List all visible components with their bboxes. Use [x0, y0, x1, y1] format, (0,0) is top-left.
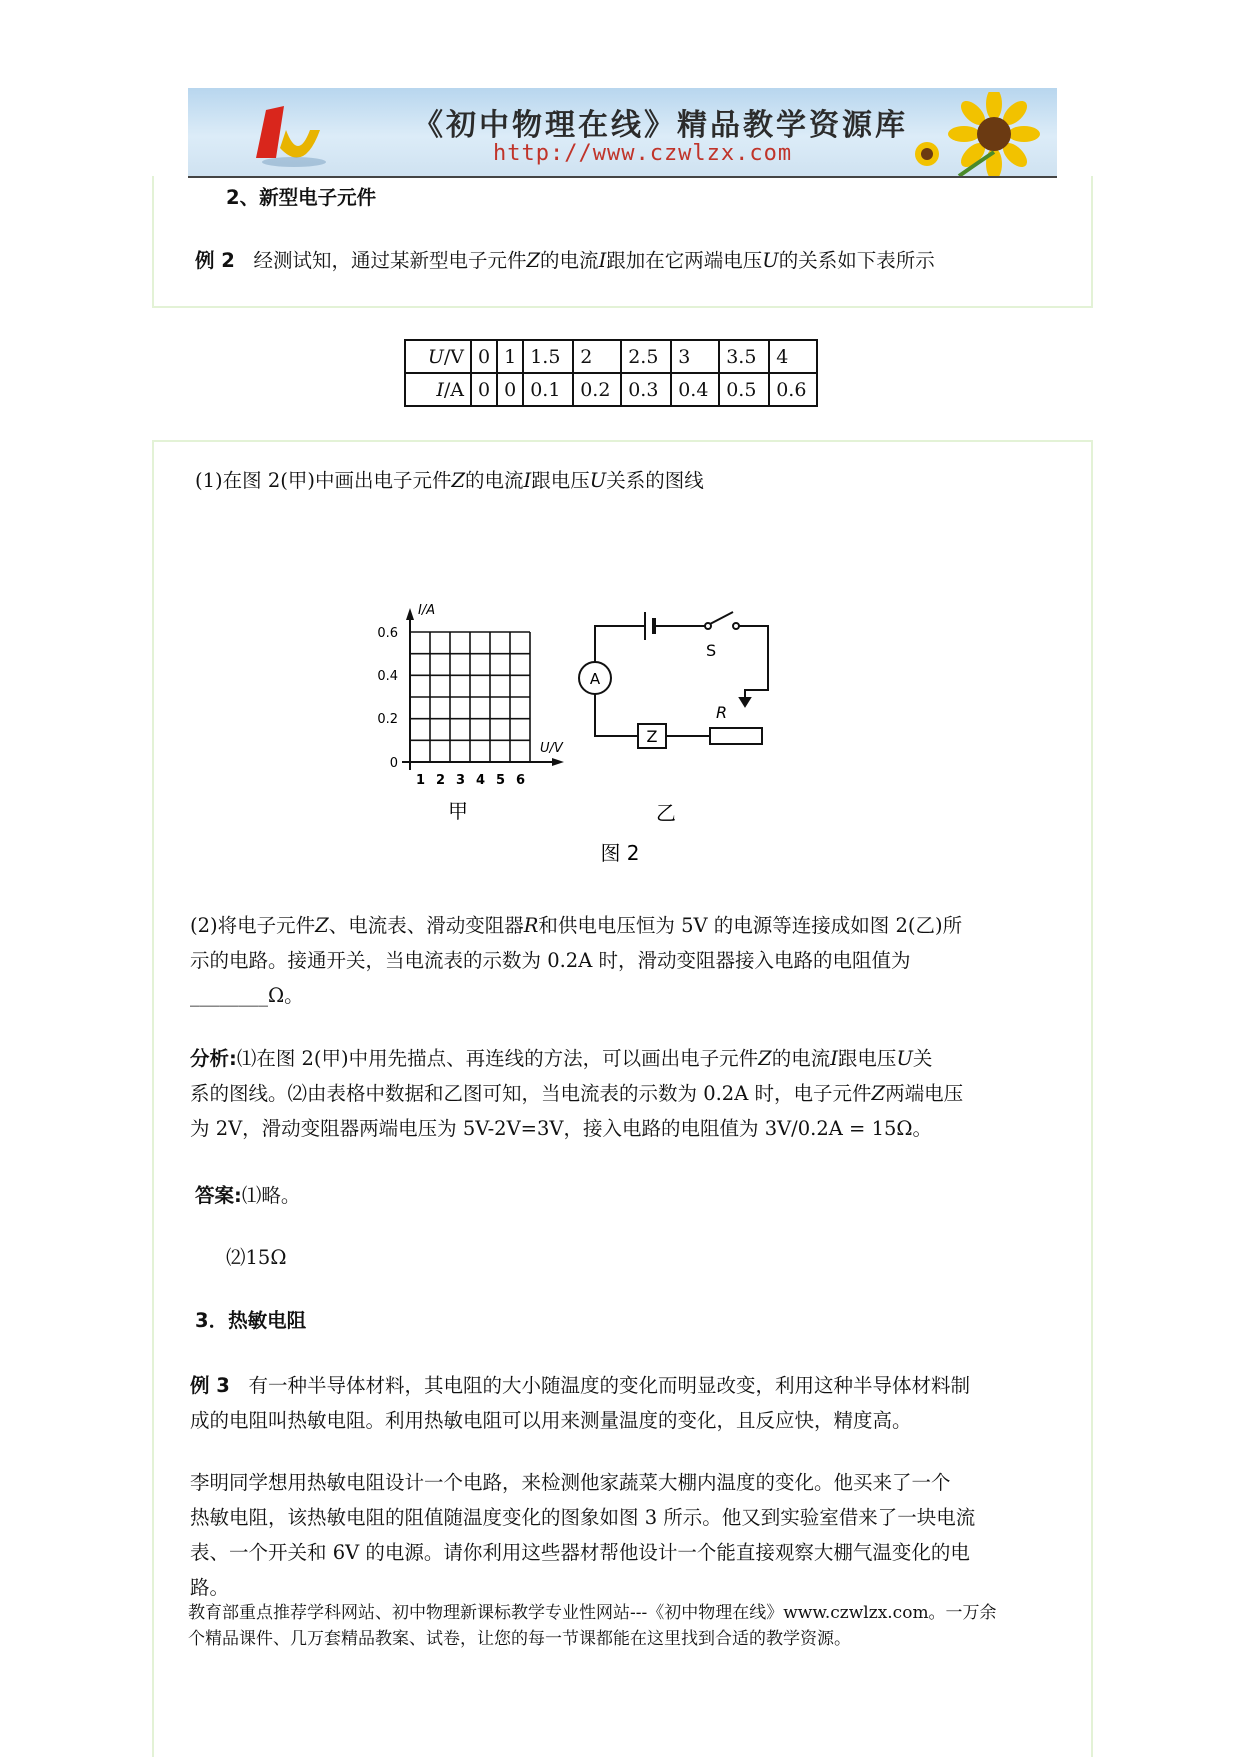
- graph-jia: [377, 603, 564, 823]
- answer-line-2: ⑵15Ω: [226, 1246, 287, 1269]
- example-2-line: 例 2 经测试知，通过某新型电子元件Z的电流I跟加在它两端电压U的关系如下表所示: [195, 249, 935, 272]
- analysis: 分析:⑴在图 2(甲)中用先描点、再连线的方法，可以画出电子元件Z的电流I跟电压U关 系的图线。⑵由表格中数据和乙图可知，当电流表的示数为 0.2A 时，电子元件Z两端电压 为 2V，滑动变阻器两端电压为 5V-2V=3V，接入电路的电阻值为 3V/0.2A = 15Ω。: [190, 1047, 964, 1140]
- example-3-paragraph: 李明同学想用热敏电阻设计一个电路，来检测他家蔬菜大棚内温度的变化。他买来了一个 热敏电阻，该热敏电阻的阻值随温度变化的图象如图 3 所示。他又到实验室借来了一块电流 表、一个开关和 6V 的电源。请你利用这些器材帮他设计一个能直接观察大棚气温变化的电 路。: [190, 1471, 976, 1599]
- y-axis-label: I/A: [418, 603, 436, 618]
- element-label: Z: [646, 727, 658, 746]
- table-cell: 0.4: [671, 373, 719, 406]
- resistor-label: R: [716, 703, 728, 722]
- sunflower-icon: [899, 92, 1049, 176]
- table-cell: 2.5: [621, 340, 671, 373]
- question-1: (1)在图 2(甲)中画出电子元件Z的电流I跟电压U关系的图线: [195, 469, 704, 492]
- example-3-label: 例 3: [190, 1374, 230, 1397]
- x-tick: 5: [496, 773, 506, 788]
- table-cell: 2: [573, 340, 621, 373]
- answer-label: 答案:: [195, 1184, 242, 1207]
- table-cell: 3: [671, 340, 719, 373]
- y-tick: 0.4: [377, 669, 398, 684]
- y-tick: 0.6: [377, 626, 398, 641]
- section-heading-3: 3．热敏电阻: [195, 1309, 307, 1332]
- table-cell: 3.5: [719, 340, 769, 373]
- answer-line-1: 答案:⑴略。: [195, 1184, 301, 1207]
- section-heading-2: 2、新型电子元件: [226, 186, 377, 209]
- question-2: (2)将电子元件Z、电流表、滑动变阻器R和供电电压恒为 5V 的电源等连接成如图 2(乙)所 示的电路。接通开关，当电流表的示数为 0.2A 时，滑动变阻器接入电路的电阻值为 ________Ω。: [190, 914, 963, 1007]
- analysis-label: 分析:: [190, 1047, 237, 1070]
- x-tick: 4: [476, 773, 486, 788]
- figure-caption: 图 2: [600, 841, 640, 865]
- banner-title: 《初中物理在线》精品教学资源库: [413, 108, 908, 143]
- table-cell: 0.2: [573, 373, 621, 406]
- x-tick: 1: [416, 773, 426, 788]
- graph-caption: 甲: [448, 799, 468, 823]
- page-footer: 教育部重点推荐学科网站、初中物理新课标教学专业性网站---《初中物理在线》www.czwlzx.com。一万余 个精品课件、几万套精品教案、试卷，让您的每一节课都能在这里找到合适的教学资源。: [188, 1603, 997, 1649]
- y-tick: 0: [389, 756, 398, 771]
- table-cell: 4: [769, 340, 817, 373]
- table-cell: 1.5: [523, 340, 573, 373]
- table-cell: 0.3: [621, 373, 671, 406]
- circuit-caption: 乙: [656, 801, 676, 825]
- table-cell: 0.6: [769, 373, 817, 406]
- y-tick: 0.2: [377, 712, 398, 727]
- table-cell: 0: [471, 373, 497, 406]
- header-banner: [188, 88, 1057, 178]
- circuit-yi: [579, 612, 768, 748]
- x-tick: 3: [456, 773, 466, 788]
- table-cell: 0: [497, 373, 523, 406]
- figure-2: [370, 590, 870, 865]
- site-logo-icon: [246, 100, 336, 170]
- data-table: [404, 339, 818, 407]
- x-axis-label: U/V: [540, 741, 563, 756]
- table-cell: 0: [471, 340, 497, 373]
- table-cell: 0.5: [719, 373, 769, 406]
- table-row-voltage: [405, 340, 817, 373]
- example-2-label: 例 2: [195, 249, 235, 272]
- banner-url: http://www.czwlzx.com: [493, 141, 793, 166]
- x-tick: 6: [516, 773, 526, 788]
- table-row-label: I/A: [405, 373, 471, 406]
- table-row-label: U/V: [405, 340, 471, 373]
- x-tick: 2: [436, 773, 446, 788]
- table-cell: 1: [497, 340, 523, 373]
- ammeter-label: A: [589, 670, 601, 688]
- switch-label: S: [706, 641, 717, 660]
- example-3: 例 3 有一种半导体材料，其电阻的大小随温度的变化而明显改变，利用这种半导体材料制 成的电阻叫热敏电阻。利用热敏电阻可以用来测量温度的变化，且反应快，精度高。: [190, 1374, 970, 1432]
- table-cell: 0.1: [523, 373, 573, 406]
- table-row-current: [405, 373, 817, 406]
